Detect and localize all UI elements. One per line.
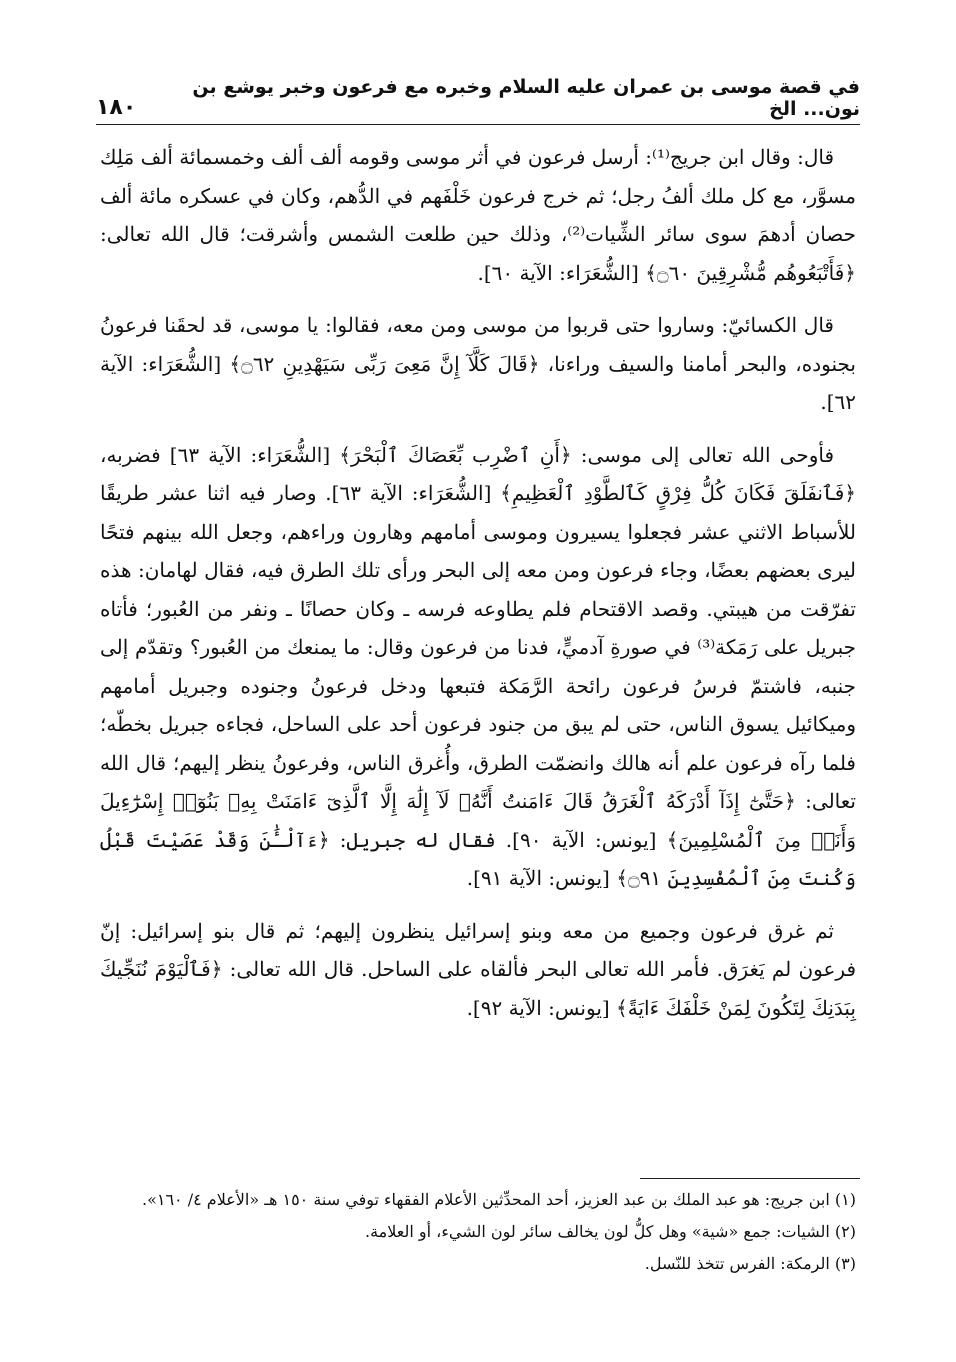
footnote: (٢) الشيات: جمع «شية» وهل كلُّ لون يخالف سائر لون الشيء، أو العلامة.: [365, 1222, 856, 1241]
page-number: ١٨٠: [96, 95, 137, 120]
footnote: (٣) الرمكة: الفرس تتخذ للنّسل.: [644, 1254, 856, 1273]
header-rule: [96, 124, 860, 125]
footnote-separator: [640, 1178, 860, 1179]
footnote: (١) ابن جريج: هو عبد الملك بن عبد العزيز، أحد المحدِّثين الأعلام الفقهاء توفي سنة ١٥٠ هـ «الأعلام ٤/ ١٦٠».: [141, 1190, 856, 1209]
page-header: [96, 76, 860, 120]
paragraph: فأوحى الله تعالى إلى موسى: ﴿أَنِ ٱضْرِب بِّعَصَاكَ ٱلْبَحْرَ﴾ [الشُّعَرَاء: الآية ٦٣] فضربه، ﴿فَٱنفَلَقَ فَكَانَ كُلُّ فِرْقٍ كَٱلطَّوْدِ ٱلْعَظِيمِ﴾ [الشُّعَرَاء: الآية ٦٣]. وصار فيه اثنا عشر طريقًا للأسباط الاثني عشر فجعلوا يسيرون وموسى أمامهم وهارون وراءهم، وجعل الله بينهم فتحًا ليرى بعضهم بعضًا، وجاء فرعون ومن معه إلى البحر ورأى تلك الطرق فيه، فقال لهامان: هذه تفرّقت من هيبتي. وقصد الاقتحام فلم يطاوعه فرسه ـ وكان حصانًا ـ ونفر من العُبور؛ فأتاه جبريل على رَمَكة⁽³⁾ في صورةِ آدميٍّ، فدنا من فرعون وقال: ما يمنعك من العُبور؟ وتقدّم إلى جنبه، فاشتمّ فرسُ فرعون رائحة الرَّمَكة فتبعها ودخل فرعونُ وجنوده وجبريل أمامهم وميكائيل يسوق الناس، حتى لم يبق من جنود فرعون أحد على الساحل، فجاءه جبريل بخطّه؛ فلما رآه فرعون علم أنه هالك وانضمّت الطرق، وأُغرق الناس، وفرعونُ ينظر إليهم؛ قال الله تعالى: ﴿حَتَّىٰٓ إِذَآ أَدْرَكَهُ ٱلْغَرَقُ قَالَ ءَامَنتُ أَنَّهُۥ لَآ إِلَٰهَ إِلَّا ٱلَّذِىٓ ءَامَنَتْ بِهِۦ بَنُوٓا۟ إِسْرَٰٓءِيلَ وَأَنَا۠ مِنَ ٱلْمُسْلِمِينَ﴾ [يونس: الآية ٩٠]. فقال له جبريل: ﴿ءَآلْـَٰٔنَ وَقَدْ عَصَيْتَ قَبْلُ وَكُنتَ مِنَ ٱلْمُفْسِدِينَ ۝٩١﴾ [يونس: الآية ٩١].: [100, 442, 857, 890]
body-text: [100, 138, 856, 1041]
footnotes: [100, 1186, 856, 1282]
paragraph: قال الكسائيّ: وساروا حتى قربوا من موسى ومن معه، فقالوا: يا موسى، قد لحقَنا فرعونُ بجنوده، والبحر أمامنا والسيف وراءنا، ﴿قَالَ كَلَّآ إِنَّ مَعِىَ رَبِّى سَيَهْدِينِ ۝٦٢﴾ [الشُّعَرَاء: الآية ٦٢].: [100, 313, 856, 414]
paragraph: ثم غرق فرعون وجميع من معه وبنو إسرائيل ينظرون إليهم؛ ثم قال بنو إسرائيل: إنّ فرعون لم يَغرَق. فأمر الله تعالى البحر فألقاه على الساحل. قال الله تعالى: ﴿فَٱلْيَوْمَ نُنَجِّيكَ بِبَدَنِكَ لِتَكُونَ لِمَنْ خَلْفَكَ ءَايَةً﴾ [يونس: الآية ٩٢].: [100, 918, 857, 1020]
paragraph: قال: وقال ابن جريج⁽¹⁾: أرسل فرعون في أثر موسى وقومه ألف ألف وخمسمائة ألف مَلِك مسوَّر، مع كل ملك ألفُ رجل؛ ثم خرج فرعون خَلْفَهم في الدُّهم، وكان في عسكره مائة ألف حصان أدهمَ سوى سائر الشِّيات⁽²⁾، وذلك حين طلعت الشمس وأشرقت؛ قال الله تعالى: ﴿فَأَتْبَعُوهُم مُّشْرِقِينَ ۝٦٠﴾ [الشُّعَرَاء: الآية ٦٠].: [100, 145, 857, 285]
running-title: في قصة موسى بن عمران عليه السلام وخبره مع فرعون وخبر يوشع بن نون... الخ: [192, 76, 860, 120]
